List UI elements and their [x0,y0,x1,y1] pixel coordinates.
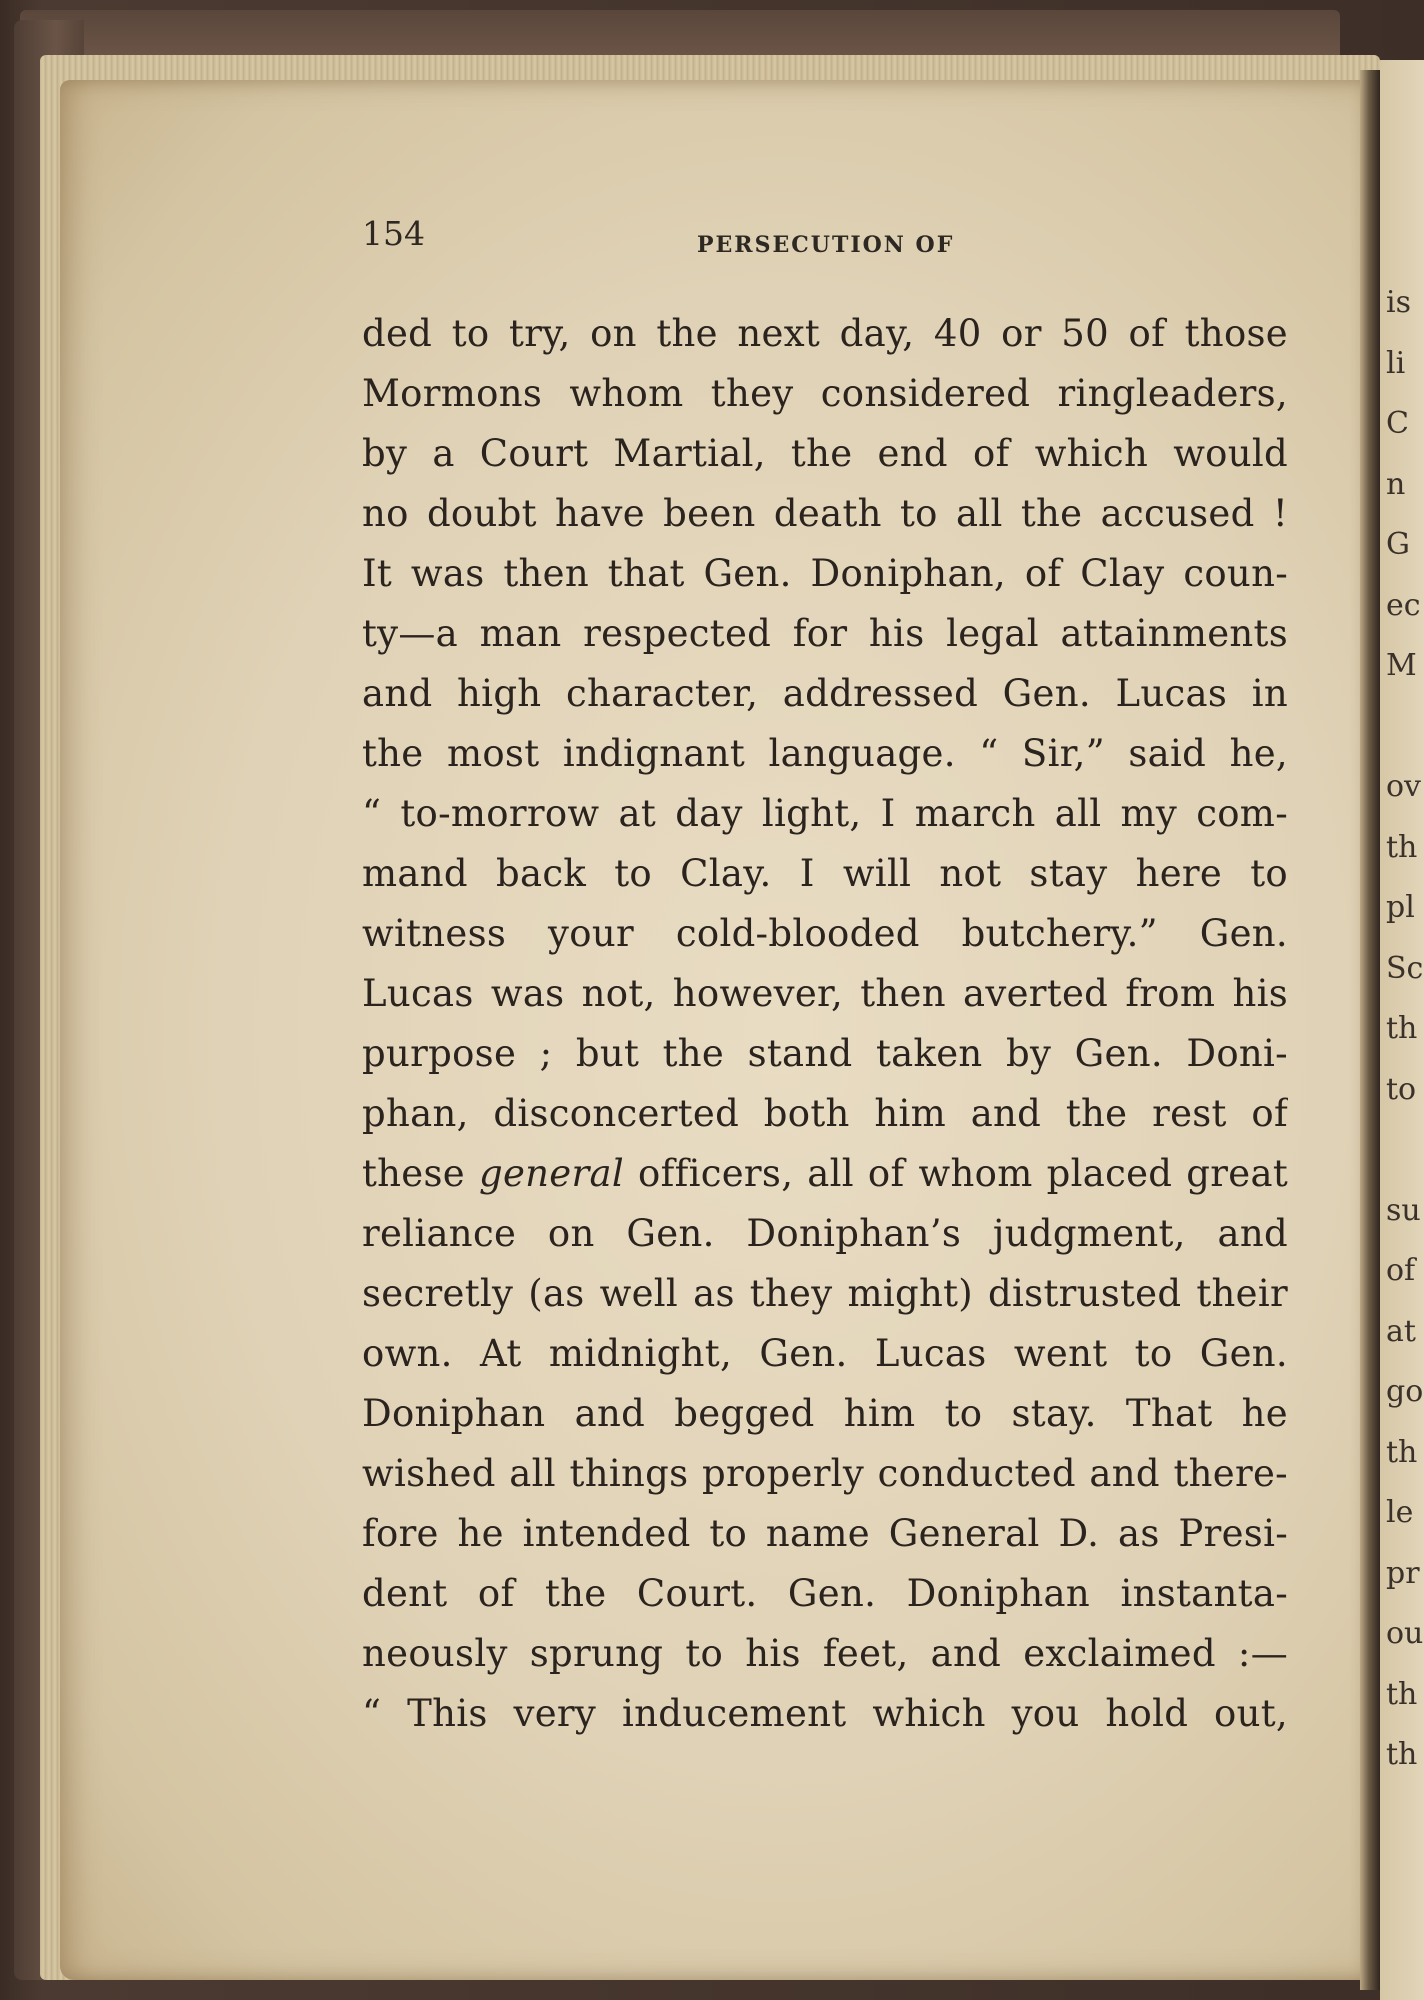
text-line: It was then that Gen. Doniphan, of Clay coun- [362,552,1288,595]
text-line: “ to-morrow at day light, I march all my com- [362,792,1288,835]
next-page-fragment: n [1386,466,1406,502]
book-gutter [1360,70,1380,1990]
next-page-fragment: go [1386,1374,1424,1409]
text-line: and high character, addressed Gen. Lucas in [362,672,1288,715]
text-line: witness your cold-blooded butchery.” Gen. [362,912,1288,955]
next-page-fragment: ov [1386,769,1422,804]
next-page-fragment: pr [1386,1555,1420,1591]
text-line: ty—a man respected for his legal attainments [362,612,1288,655]
next-page-fragment: G [1386,527,1410,562]
text-line: wished all things properly conducted and there- [362,1452,1288,1495]
next-page-fragment: li [1386,345,1406,381]
text-run: officers, all of whom placed great [624,1152,1288,1195]
text-line: fore he intended to name General D. as Presi- [362,1512,1288,1555]
text-line: secretly (as well as they might) distrusted their [362,1272,1288,1315]
next-page-fragment: th [1386,829,1418,865]
text-line: neously sprung to his feet, and exclaimed :— [362,1632,1288,1675]
page-number: 154 [362,214,425,253]
body-text [362,304,1288,1744]
next-page-fragment: th [1386,1737,1418,1772]
text-line: Mormons whom they considered ringleaders, [362,372,1288,415]
next-page-fragment: ec [1386,587,1421,623]
text-line: dent of the Court. Gen. Doniphan instanta- [362,1572,1288,1615]
text-line: phan, disconcerted both him and the rest of [362,1092,1288,1135]
next-page-fragment: th [1386,1011,1418,1046]
text-line: reliance on Gen. Doniphan’s judgment, and [362,1212,1288,1255]
text-line: mand back to Clay. I will not stay here to [362,852,1288,895]
text-line: Lucas was not, however, then averted from his [362,972,1288,1015]
next-page-fragment: is [1386,285,1411,320]
text-line: the most indignant language. “ Sir,” said he, [362,732,1288,775]
next-page-fragment: ou [1386,1616,1424,1651]
text-run: these [362,1152,479,1195]
next-page-fragment: th [1386,1434,1418,1470]
next-page-fragment: of [1386,1253,1416,1288]
next-page-fragment: Sc [1386,950,1424,986]
text-line: Doniphan and begged him to stay. That he [362,1392,1288,1435]
next-page-fragment: C [1386,406,1409,441]
text-line: purpose ; but the stand taken by Gen. Doni- [362,1032,1288,1075]
text-line: by a Court Martial, the end of which would [362,432,1288,475]
next-page-fragment: at [1386,1313,1416,1349]
next-page-fragment: th [1386,1676,1418,1712]
next-page-fragment: M [1386,648,1417,683]
running-head: PERSECUTION OF [697,232,955,258]
next-page-fragment: pl [1386,890,1415,925]
text-line: ded to try, on the next day, 40 or 50 of those [362,312,1288,355]
text-line: “ This very inducement which you hold out, [362,1692,1288,1735]
page-header [362,214,1288,264]
right-page-edge [1380,60,1424,2000]
text-line: own. At midnight, Gen. Lucas went to Gen. [362,1332,1288,1375]
text-line: no doubt have been death to all the accused ! [362,492,1288,535]
italic-word: general [479,1152,624,1195]
next-page-fragment: su [1386,1192,1421,1228]
next-page-fragment: le [1386,1495,1414,1530]
text-line [362,1144,1288,1204]
next-page-fragment: to [1386,1071,1417,1107]
